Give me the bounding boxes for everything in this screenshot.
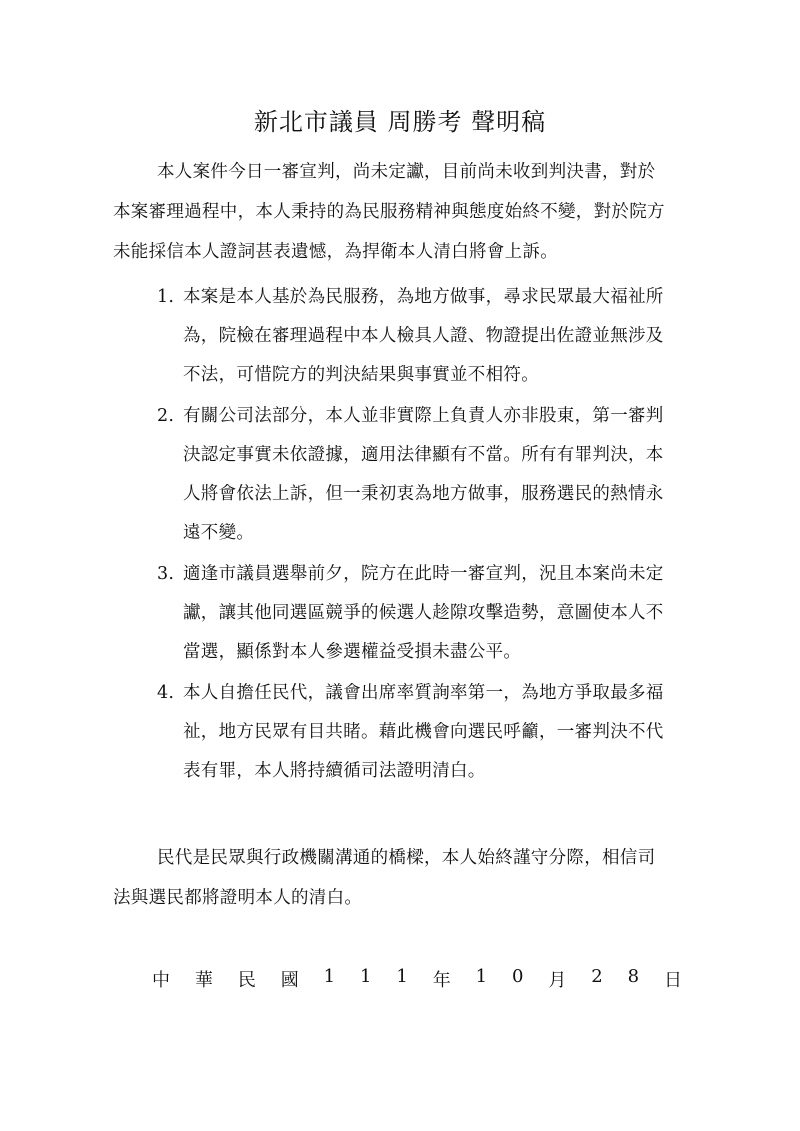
list-item [113, 397, 673, 553]
date-char: 1 [475, 966, 488, 987]
date-char: 年 [432, 970, 451, 991]
list-item-number: 4. [157, 683, 175, 703]
list-item-text: 本人自擔任民代，議會出席率質詢率第一，為地方爭取最多福祉，地方民眾有目共睹。藉此機會向選民呼籲，一審判決不代表有罪，本人將持續循司法證明清白。 [183, 683, 664, 781]
date-char: 1 [323, 966, 336, 987]
date-char: 民 [237, 970, 256, 991]
list-item-number: 2. [157, 406, 175, 426]
document-title: 新北市議員 周勝考 聲明稿 [253, 108, 547, 136]
list-item [113, 278, 673, 395]
date-char: 1 [359, 966, 372, 987]
date-char: 華 [194, 970, 213, 991]
intro-paragraph: 本人案件今日一審宣判，尚未定讞，目前尚未收到判決書，對於本案審理過程中，本人秉持的為民服務精神與態度始終不變，對於院方未能採信本人證詞甚表遺憾，為捍衛本人清白將會上訴。 [113, 162, 665, 262]
list-item [113, 555, 673, 672]
date-char: 國 [280, 970, 299, 991]
list-item-text: 本案是本人基於為民服務，為地方做事，尋求民眾最大福祉所為，院檢在審理過程中本人檢具人證、物證提出佐證並無涉及不法，可惜院方的判決結果與事實並不相符。 [183, 287, 664, 385]
date-char: 8 [627, 966, 640, 987]
date-char: 月 [548, 970, 567, 991]
statement-list [113, 278, 673, 793]
list-item [113, 674, 673, 791]
document-date [152, 966, 682, 992]
date-char: 2 [591, 966, 603, 987]
closing-paragraph: 民代是民眾與行政機關溝通的橋樑，本人始終謹守分際，相信司法與選民都將證明本人的清白。 [113, 848, 656, 908]
date-char: 1 [396, 966, 408, 987]
list-item-text: 有關公司法部分，本人並非實際上負責人亦非股東，第一審判決認定事實未依證據，適用法律顯有不當。所有有罪判決，本人將會依法上訴，但一秉初衷為地方做事，服務選民的熱情永遠不變。 [183, 406, 664, 543]
date-char: 0 [511, 966, 524, 987]
list-item-text: 適逢市議員選舉前夕，院方在此時一審宣判，況且本案尚未定讞，讓其他同選區競爭的候選人趁隙攻擊造勢，意圖使本人不當選，顯係對本人參選權益受損未盡公平。 [183, 564, 664, 662]
list-item-number: 1. [157, 287, 175, 307]
date-char: 日 [663, 970, 682, 991]
list-item-number: 3. [157, 564, 175, 584]
date-char: 中 [152, 970, 170, 991]
